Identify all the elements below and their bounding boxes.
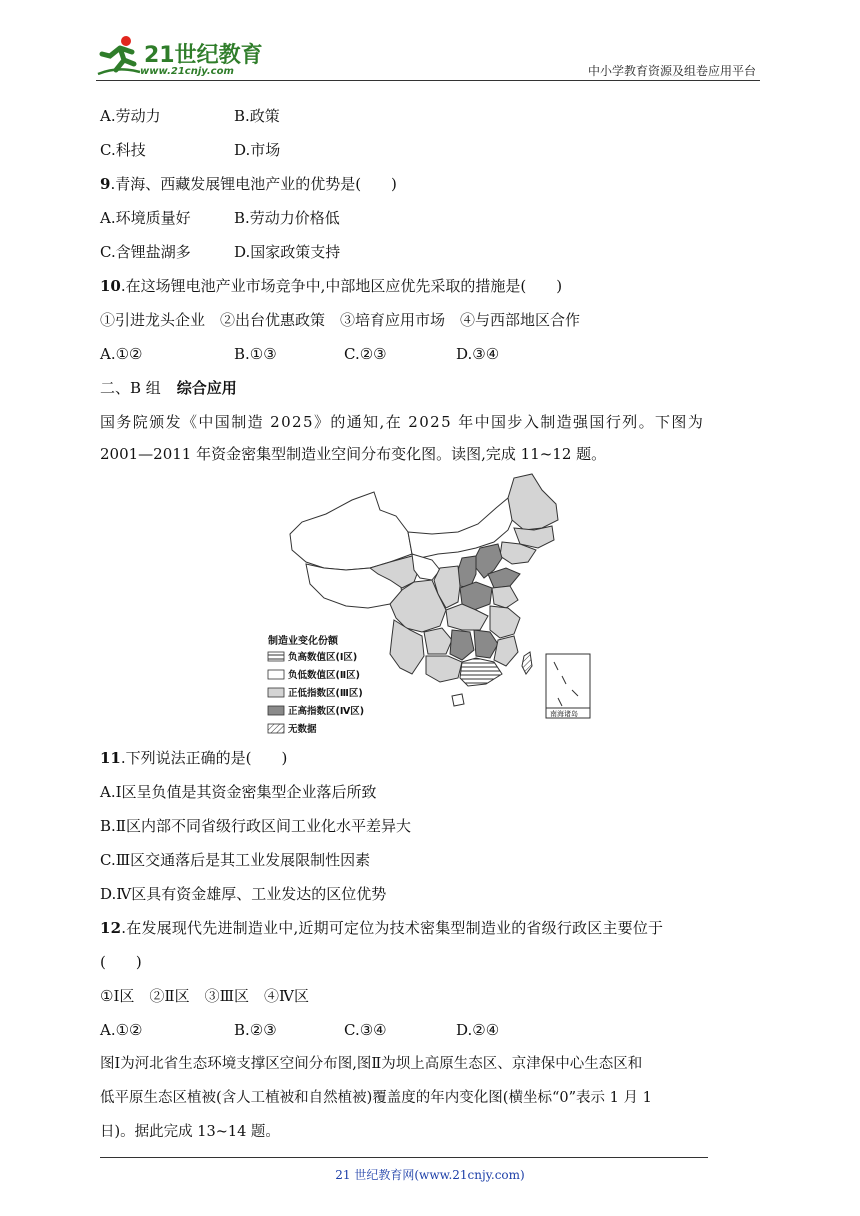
q12-stem xyxy=(100,918,663,938)
region-jiangsu xyxy=(492,586,518,608)
q12-text: .在发展现代先进制造业中,近期可定位为技术密集型制造业的省级行政区主要位于 xyxy=(121,919,664,937)
intro-13-14-line1: 图Ⅰ为河北省生态环境支撑区空间分布图,图Ⅱ为坝上高原生态区、京津保中心生态区和 xyxy=(100,1056,643,1072)
q9-stem xyxy=(100,174,397,194)
legend-label-4: 正高指数区(Ⅳ区) xyxy=(288,706,365,717)
q10-option-c: C.②③ xyxy=(344,345,387,363)
q10-stem xyxy=(100,276,562,296)
q11-text: .下列说法正确的是( ) xyxy=(120,749,288,767)
legend-swatch-2 xyxy=(268,670,284,679)
legend-title: 制造业变化份额 xyxy=(268,636,338,647)
q11-stem xyxy=(100,748,287,768)
legend-label-1: 负高数值区(Ⅰ区) xyxy=(288,652,358,663)
region-hainan xyxy=(452,694,464,706)
q9-option-d: D.国家政策支持 xyxy=(234,243,341,261)
legend-label-2: 负低数值区(Ⅱ区) xyxy=(288,670,360,681)
q10-option-d: D.③④ xyxy=(456,345,500,363)
q10-number: 10 xyxy=(100,277,121,295)
section-heading xyxy=(100,378,237,398)
legend-swatch-1 xyxy=(268,652,284,661)
region-guangdong xyxy=(460,658,502,686)
china-manufacturing-map xyxy=(262,470,592,736)
q12-choices: ①Ⅰ区 ②Ⅱ区 ③Ⅲ区 ④Ⅳ区 xyxy=(100,987,310,1005)
region-guizhou xyxy=(424,628,452,654)
site-logo[interactable] xyxy=(96,34,266,80)
platform-name: 中小学教育资源及组卷应用平台 xyxy=(587,64,756,78)
q12-stem-bracket: ( ) xyxy=(100,953,142,971)
logo-url: www.21cnjy.com xyxy=(140,66,234,77)
header-divider xyxy=(96,80,760,81)
q12-option-d: D.②④ xyxy=(456,1021,500,1039)
q8-option-d: D.市场 xyxy=(234,141,281,159)
q12-option-b: B.②③ xyxy=(234,1021,277,1039)
q11-option-d: D.Ⅳ区具有资金雄厚、工业发达的区位优势 xyxy=(100,885,387,903)
intro-11-12-line2: 2001—2011 年资金密集型制造业空间分布变化图。读图,完成 11~12 题。 xyxy=(100,445,607,463)
q11-option-a: A.Ⅰ区呈负值是其资金密集型企业落后所致 xyxy=(100,783,377,801)
q11-option-b: B.Ⅱ区内部不同省级行政区间工业化水平差异大 xyxy=(100,817,411,835)
q9-text: .青海、西藏发展锂电池产业的优势是( ) xyxy=(110,175,397,193)
region-guangxi xyxy=(426,656,462,682)
q12-option-a: A.①② xyxy=(100,1021,143,1039)
q12-option-c: C.③④ xyxy=(344,1021,387,1039)
legend-swatch-3 xyxy=(268,688,284,697)
legend-swatch-5 xyxy=(268,724,284,733)
legend-swatch-4 xyxy=(268,706,284,715)
q8-option-b: B.政策 xyxy=(234,107,280,125)
logo-text: 21世纪教育 xyxy=(144,43,263,68)
q9-option-b: B.劳动力价格低 xyxy=(234,209,340,227)
q10-option-b: B.①③ xyxy=(234,345,277,363)
section-prefix: 二、B 组 xyxy=(100,379,161,397)
q10-choices: ①引进龙头企业 ②出台优惠政策 ③培育应用市场 ④与西部地区合作 xyxy=(100,311,581,329)
region-zhejiang xyxy=(490,606,520,638)
q10-option-a: A.①② xyxy=(100,345,143,363)
region-hubei xyxy=(446,604,488,630)
q8-option-c: C.科技 xyxy=(100,141,146,159)
region-xinjiang xyxy=(290,492,412,570)
runner-logo-icon xyxy=(96,34,142,78)
section-title: 综合应用 xyxy=(176,379,237,397)
q12-number: 12 xyxy=(100,919,122,937)
q11-number: 11 xyxy=(100,749,121,767)
page-header xyxy=(96,34,760,82)
footer-link[interactable]: 21 世纪教育网(www.21cnjy.com) xyxy=(335,1168,525,1182)
q8-option-a: A.劳动力 xyxy=(100,107,161,125)
region-hunan xyxy=(450,630,474,660)
q11-option-c: C.Ⅲ区交通落后是其工业发展限制性因素 xyxy=(100,851,371,869)
intro-13-14-line3: 日)。据此完成 13~14 题。 xyxy=(100,1124,280,1140)
footer-divider xyxy=(100,1157,708,1158)
legend-label-5: 无数据 xyxy=(288,724,317,735)
q9-option-c: C.含锂盐湖多 xyxy=(100,243,191,261)
region-heilongjiang xyxy=(508,474,558,530)
region-fujian xyxy=(494,636,518,666)
intro-11-12-line1: 国务院颁发《中国制造 2025》的通知,在 2025 年中国步入制造强国行列。下图为 xyxy=(100,413,705,431)
region-jiangxi xyxy=(474,630,498,658)
q10-text: .在这场锂电池产业市场竞争中,中部地区应优先采取的措施是( ) xyxy=(120,277,563,295)
region-taiwan xyxy=(522,652,532,674)
legend-label-3: 正低指数区(Ⅲ区) xyxy=(288,688,363,699)
intro-13-14-line2: 低平原生态区植被(含人工植被和自然植被)覆盖度的年内变化图(横坐标“0”表示 1 月 1 xyxy=(100,1090,652,1106)
inset-label: 南海诸岛 xyxy=(550,710,578,718)
q9-option-a: A.环境质量好 xyxy=(100,209,191,227)
map-svg xyxy=(262,470,592,736)
q9-number: 9 xyxy=(100,175,111,193)
